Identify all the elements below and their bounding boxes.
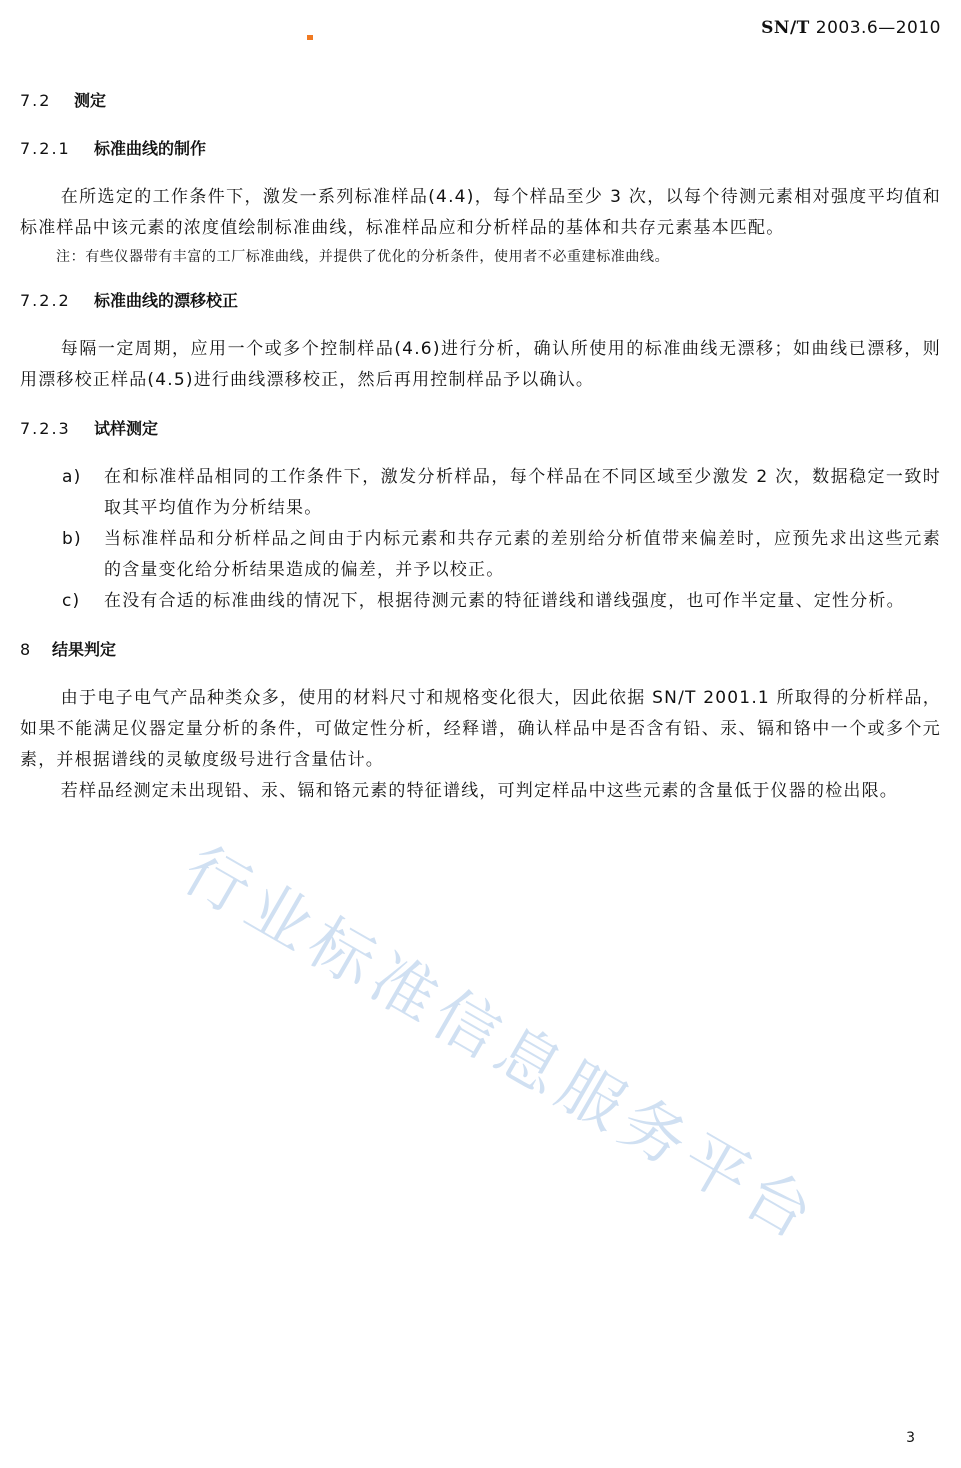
watermark-text: 行业标准信息服务平台 — [170, 832, 832, 1258]
section-title: 标准曲线的漂移校正 — [94, 291, 239, 310]
paragraph-7-2-1: 在所选定的工作条件下，激发一系列标准样品(4.4)，每个样品至少 3 次，以每个待测元素相对强度平均值和标准样品中该元素的浓度值绘制标准曲线，标准样品应和分析样品的基体和共存元素基本匹配。 — [20, 187, 941, 238]
document-code — [761, 18, 941, 38]
section-title: 试样测定 — [94, 419, 159, 438]
note-7-2-1: 注：有些仪器带有丰富的工厂标准曲线，并提供了优化的分析条件，使用者不必重建标准曲线。 — [56, 249, 670, 265]
section-title: 结果判定 — [52, 640, 117, 659]
section-number: 7.2.2 — [20, 291, 71, 310]
list-marker: a) — [62, 467, 82, 487]
doc-code-prefix: SN/T — [761, 18, 810, 38]
section-number: 8 — [20, 640, 33, 659]
section-number: 7.2.3 — [20, 419, 71, 438]
section-number: 7.2 — [20, 91, 52, 110]
main-content — [20, 88, 941, 807]
list-item-a — [20, 462, 941, 524]
section-heading-7-2-3 — [20, 416, 941, 442]
orange-mark — [307, 35, 313, 40]
section-number: 7.2.1 — [20, 139, 71, 158]
paragraph-8-1: 由于电子电气产品种类众多，使用的材料尺寸和规格变化很大，因此依据 SN/T 2001.1 所取得的分析样品，如果不能满足仪器定量分析的条件，可做定性分析，经释谱，确认样品中是否含有铅、汞、镉和铬中一个或多个元素，并根据谱线的灵敏度级号进行含量估计。 — [20, 688, 941, 770]
list-text: 在没有合适的标准曲线的情况下，根据待测元素的特征谱线和谱线强度，也可作半定量、定性分析。 — [104, 591, 905, 611]
section-heading-7-2 — [20, 88, 941, 114]
list-text: 在和标准样品相同的工作条件下，激发分析样品，每个样品在不同区域至少激发 2 次，数据稳定一致时取其平均值作为分析结果。 — [104, 467, 941, 518]
paragraph-7-2-2: 每隔一定周期，应用一个或多个控制样品(4.6)进行分析，确认所使用的标准曲线无漂移；如曲线已漂移，则用漂移校正样品(4.5)进行曲线漂移校正，然后再用控制样品予以确认。 — [20, 339, 941, 390]
list-item-b — [20, 524, 941, 586]
section-heading-8 — [20, 637, 941, 663]
list-marker: c) — [62, 591, 81, 611]
list-item-c — [20, 586, 941, 617]
paragraph-8-2: 若样品经测定未出现铅、汞、镉和铬元素的特征谱线，可判定样品中这些元素的含量低于仪器的检出限。 — [60, 781, 898, 801]
page-number: 3 — [906, 1430, 915, 1446]
section-title: 测定 — [74, 91, 107, 110]
section-heading-7-2-2 — [20, 288, 941, 314]
list-marker: b) — [62, 529, 82, 549]
section-title: 标准曲线的制作 — [94, 139, 207, 158]
doc-code-number: 2003.6—2010 — [815, 18, 941, 38]
section-heading-7-2-1 — [20, 136, 941, 162]
list-text: 当标准样品和分析样品之间由于内标元素和共存元素的差别给分析值带来偏差时，应预先求出这些元素的含量变化给分析结果造成的偏差，并予以校正。 — [104, 529, 941, 580]
